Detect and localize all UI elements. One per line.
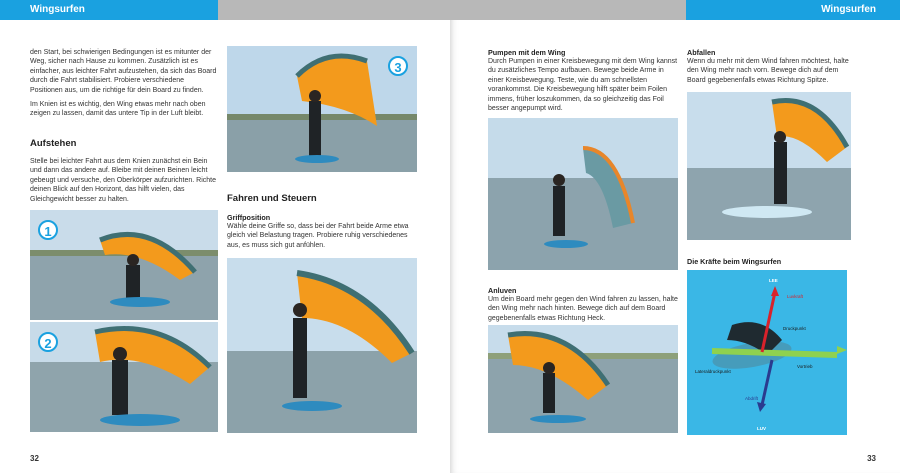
kneeling-photo-image	[30, 210, 218, 320]
abdrift-label: Abdrift	[745, 396, 759, 401]
photo-anluven	[488, 325, 678, 433]
photo-abfallen	[687, 92, 851, 240]
forces-diagram	[687, 270, 847, 435]
pumpen-photo-image	[488, 118, 678, 270]
photo-pumpen	[488, 118, 678, 270]
abfallen-photo-image	[687, 92, 851, 240]
pumpen-heading: Pumpen mit dem Wing	[488, 48, 566, 57]
forces-diagram-svg	[687, 270, 847, 435]
anluven-paragraph: Um dein Board mehr gegen den Wind fahren zu lassen, halte den Wing mehr nach hinten. Bewege dich auf dem Board gegebenenfalls etwas Richtung Heck.	[488, 296, 678, 322]
section-header-right: Wingsurfen	[821, 4, 876, 15]
header-gray-bar-right	[450, 0, 686, 20]
fahren-heading: Fahren und Steuern	[227, 193, 317, 204]
header-bar-left	[0, 0, 218, 20]
photo-griffposition	[227, 258, 417, 433]
page-number-right: 33	[867, 454, 876, 463]
section-header: Wingsurfen	[30, 4, 85, 15]
photo-kneeling-2	[30, 322, 218, 432]
page-number-left: 32	[30, 454, 39, 463]
intro-paragraph: den Start, bei schwierigen Bedingungen ist es mitunter der Weg, sicher nach Hause zu kommen. Zusätzlich ist es einfacher, aus leichter Fahrt aufzustehen, da sich das Board durch die Fahrt stabilisiert. Probiere verschiedene Positionen aus, um die richtige für dein Board zu finden.	[30, 49, 217, 94]
step-badge-1: 1	[38, 220, 58, 240]
kneeling-photo-image-2	[30, 322, 218, 432]
abfallen-paragraph: Wenn du mehr mit dem Wind fahren möchtest, halte den Wing mehr nach vorn. Bewege dich auf dem Board gegebenenfalls etwas Richtung Spitze.	[687, 58, 849, 84]
abfallen-heading: Abfallen	[687, 48, 716, 57]
right-page	[450, 0, 900, 473]
anluven-heading: Anluven	[488, 286, 517, 295]
diagram-heading: Die Kräfte beim Wingsurfen	[687, 257, 782, 266]
aufstehen-heading: Aufstehen	[30, 138, 77, 149]
photo-kneeling-1	[30, 210, 218, 320]
intro-paragraph-2: Im Knien ist es wichtig, den Wing etwas mehr nach oben zeigen zu lassen, damit das untere Tip in der Luft bleibt.	[30, 101, 206, 118]
lateraldruckpunkt-label: Lateraldruckpunkt	[695, 369, 731, 374]
step-badge-2: 2	[38, 332, 58, 352]
druckpunkt-label: Druckpunkt	[783, 326, 806, 331]
vortrieb-label: Vortrieb	[797, 364, 813, 369]
anluven-photo-image	[488, 325, 678, 433]
griffposition-paragraph: Wähle deine Griffe so, dass bei der Fahrt beide Arme etwa gleich viel Belastung tragen. Probiere ruhig verschiedenes aus, es muss sich gut anfühlen.	[227, 223, 409, 249]
header-gray-bar	[218, 0, 450, 20]
lee-label: LEE	[769, 278, 778, 283]
pumpen-paragraph: Durch Pumpen in einer Kreisbewegung mit dem Wing kannst du zusätzliches Tempo aufbauen. Bewege beide Arme in einer Kreisbewegung. Teste, wie du am schnellsten vorankommst. Die Kreisbewegung hilft später beim Foilen immens, früher loszukommen, da so gleichzeitig das Foil besser angepumpt wird.	[488, 58, 678, 113]
luv-label: LUV	[757, 426, 766, 431]
griffposition-heading: Griffposition	[227, 213, 271, 222]
header-bar-right	[686, 0, 900, 20]
step-badge-3: 3	[388, 56, 408, 76]
griffposition-photo-image	[227, 258, 417, 433]
luvkraft-label: Luvkraft	[787, 294, 804, 299]
aufstehen-paragraph: Stelle bei leichter Fahrt aus dem Knien zunächst ein Bein und dann das andere auf. Bleibe mit deinen Beinen leicht gebeugt und versuche, den Oberkörper aufzurichten. Richte deinen Blick auf den Horizont, das hilft vielen, das Gleichgewicht besser zu halten.	[30, 158, 217, 203]
